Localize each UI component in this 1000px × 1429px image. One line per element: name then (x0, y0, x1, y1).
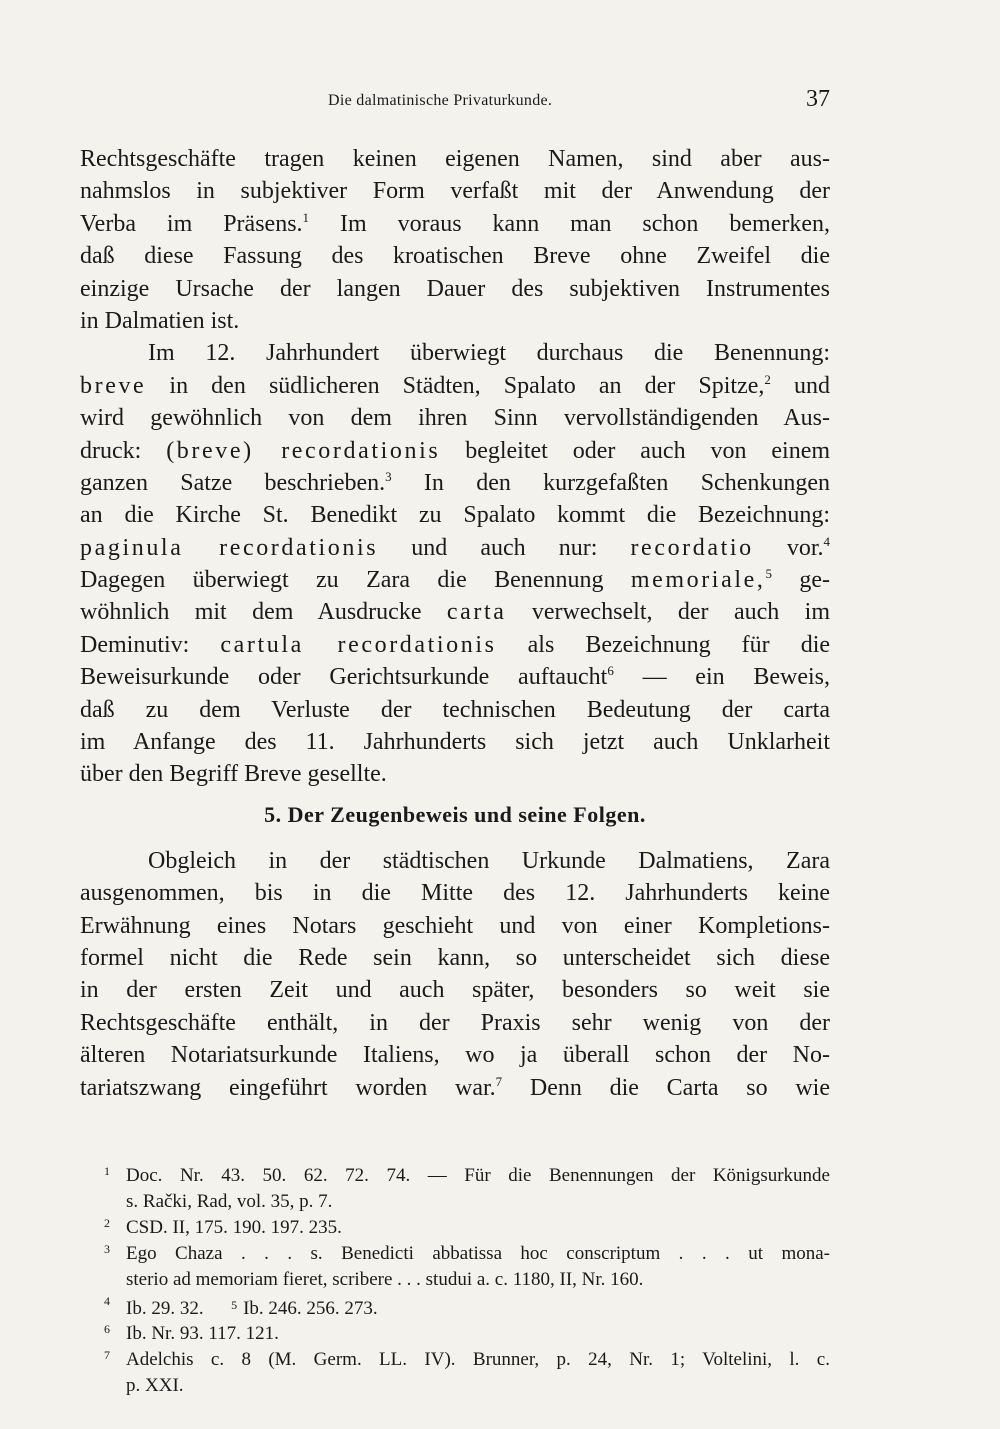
spaced-term: (breve) recordationis (166, 437, 441, 464)
text-line: einzige Ursache der langen Dauer des subjektiven Instrumentes (80, 275, 830, 302)
footnote-line: Ib. Nr. 93. 117. 121. (126, 1323, 279, 1345)
footnote-pair (104, 1293, 830, 1322)
text-line: Beweisurkunde oder Gerichtsurkunde auftaucht$^6$ — ein Beweis, (80, 663, 830, 691)
footnote-line: p. XXI. (126, 1375, 184, 1397)
text-line: druck: (breve) recordationis begleitet oder auch von einem (80, 437, 831, 464)
text-line: Rechtsgeschäfte tragen keinen eigenen Namen, sind aber aus- (80, 146, 830, 172)
footnote-ref: 4 (823, 533, 830, 549)
body-text (80, 143, 830, 1104)
text-line: in der ersten Zeit und auch später, besonders so weit sie (80, 977, 830, 1004)
footnote-line: sterio ad memoriam fieret, scribere . . . studui a. c. 1180, II, Nr. 160. (126, 1268, 644, 1290)
text-line: Dagegen überwiegt zu Zara die Benennung memoriale,$^5$ ge- (80, 566, 830, 594)
footnote-line: Doc. Nr. 43. 50. 62. 72. 74. — Für die Benennungen der Königsurkunde (126, 1165, 830, 1186)
footnote-ref: 5 (765, 566, 772, 582)
footnote-ref: 3 (385, 468, 392, 484)
footnotes (104, 1163, 830, 1399)
section-heading: 5. Der Zeugenbeweis und seine Folgen. (264, 801, 646, 827)
footnote-mark: 2 (104, 1215, 110, 1230)
text-line: ausgenommen, bis in die Mitte des 12. Jahrhunderts keine (80, 880, 830, 907)
footnote-line: Ib. 29. 32. (126, 1297, 204, 1319)
footnote-ref: 2 (764, 371, 771, 387)
footnote-mark: 1 (104, 1164, 110, 1178)
text-line: Obgleich in der städtischen Urkunde Dalmatiens, Zara (148, 847, 830, 874)
footnote-mark: 3 (104, 1241, 110, 1256)
text-line: Deminutiv: cartula recordationis als Bezeichnung für die (80, 631, 831, 658)
footnote-mark: 6 (104, 1322, 110, 1337)
footnote-line: Adelchis c. 8 (M. Germ. LL. IV). Brunner, p. 24, Nr. 1; Voltelini, l. c. (126, 1349, 830, 1371)
spaced-term: memoriale, (630, 567, 766, 594)
footnote-line: Ego Chaza . . . s. Benedicti abbatissa hoc conscriptum . . . ut mona- (126, 1242, 830, 1264)
footnote-line: Ib. 246. 256. 273. (243, 1297, 378, 1319)
footnote-ref: 6 (607, 663, 614, 679)
footnote (104, 1347, 830, 1399)
page-number: 37 (806, 86, 830, 112)
spaced-term: cartula recordationis (220, 631, 497, 658)
footnote (104, 1215, 830, 1241)
footnote-line: s. Račkі, Rad, vol. 35, p. 7. (126, 1190, 333, 1212)
footnote-mark: 5 (231, 1297, 238, 1312)
text-line: nahmslos in subjektiver Form verfaßt mit der Anwendung der (80, 178, 830, 205)
text-line: Rechtsgeschäfte enthält, in der Praxis sehr wenig von der (80, 1009, 830, 1036)
footnote (104, 1321, 830, 1347)
text-line: Verba im Präsens.$^1$ Im voraus kann man schon bemerken, (80, 209, 830, 237)
footnote-line: CSD. II, 175. 190. 197. 235. (126, 1216, 342, 1238)
text-line: Im 12. Jahrhundert überwiegt durchaus die Benennung: (148, 340, 830, 367)
text-line: Erwähnung eines Notars geschieht und von einer Kompletions- (80, 912, 830, 939)
footnote-mark: 4 (104, 1293, 110, 1308)
text-line: in Dalmatien ist. (80, 307, 240, 334)
running-header (80, 86, 830, 116)
spaced-term: carta (446, 599, 507, 626)
footnote-ref: 7 (495, 1073, 503, 1089)
footnote (104, 1163, 830, 1215)
text-line: älteren Notariatsurkunde Italiens, wo ja überall schon der No- (80, 1042, 830, 1069)
text-line: im Anfange des 11. Jahrhunderts sich jetzt auch Unklarheit (80, 729, 830, 756)
text-line: breve in den südlicheren Städten, Spalato an der Spitze,$^2$ und (80, 371, 830, 399)
text-line: daß diese Fassung des kroatischen Breve ohne Zweifel die (80, 243, 830, 270)
footnote-ref: 1 (302, 209, 310, 225)
text-line: ganzen Satze beschrieben.$^3$ In den kurzgefaßten Schenkungen (80, 468, 830, 496)
spaced-term: breve (80, 372, 147, 399)
text-line: daß zu dem Verluste der technischen Bedeutung der carta (80, 696, 830, 723)
text-line: über den Begriff Breve gesellte. (80, 761, 387, 788)
text-line: tariatszwang eingeführt worden war.$^7$ Denn die Carta so wie (80, 1073, 830, 1101)
text-line: formel nicht die Rede sein kann, so unterscheidet sich diese (80, 944, 830, 971)
spaced-term: paginula recordationis (80, 534, 379, 561)
text-line: wird gewöhnlich von dem ihren Sinn vervollständigenden Aus- (80, 405, 830, 432)
footnote-mark: 7 (104, 1348, 110, 1363)
footnote (104, 1241, 830, 1293)
running-title: Die dalmatinische Privaturkunde. (328, 92, 553, 109)
text-line: paginula recordationis und auch nur: recordatio vor.$^4$ (80, 533, 830, 561)
text-line: wöhnlich mit dem Ausdrucke carta verwechselt, der auch im (80, 599, 830, 626)
text-line: an die Kirche St. Benedikt zu Spalato kommt die Bezeichnung: (80, 502, 830, 529)
spaced-term: recordatio (630, 534, 754, 561)
